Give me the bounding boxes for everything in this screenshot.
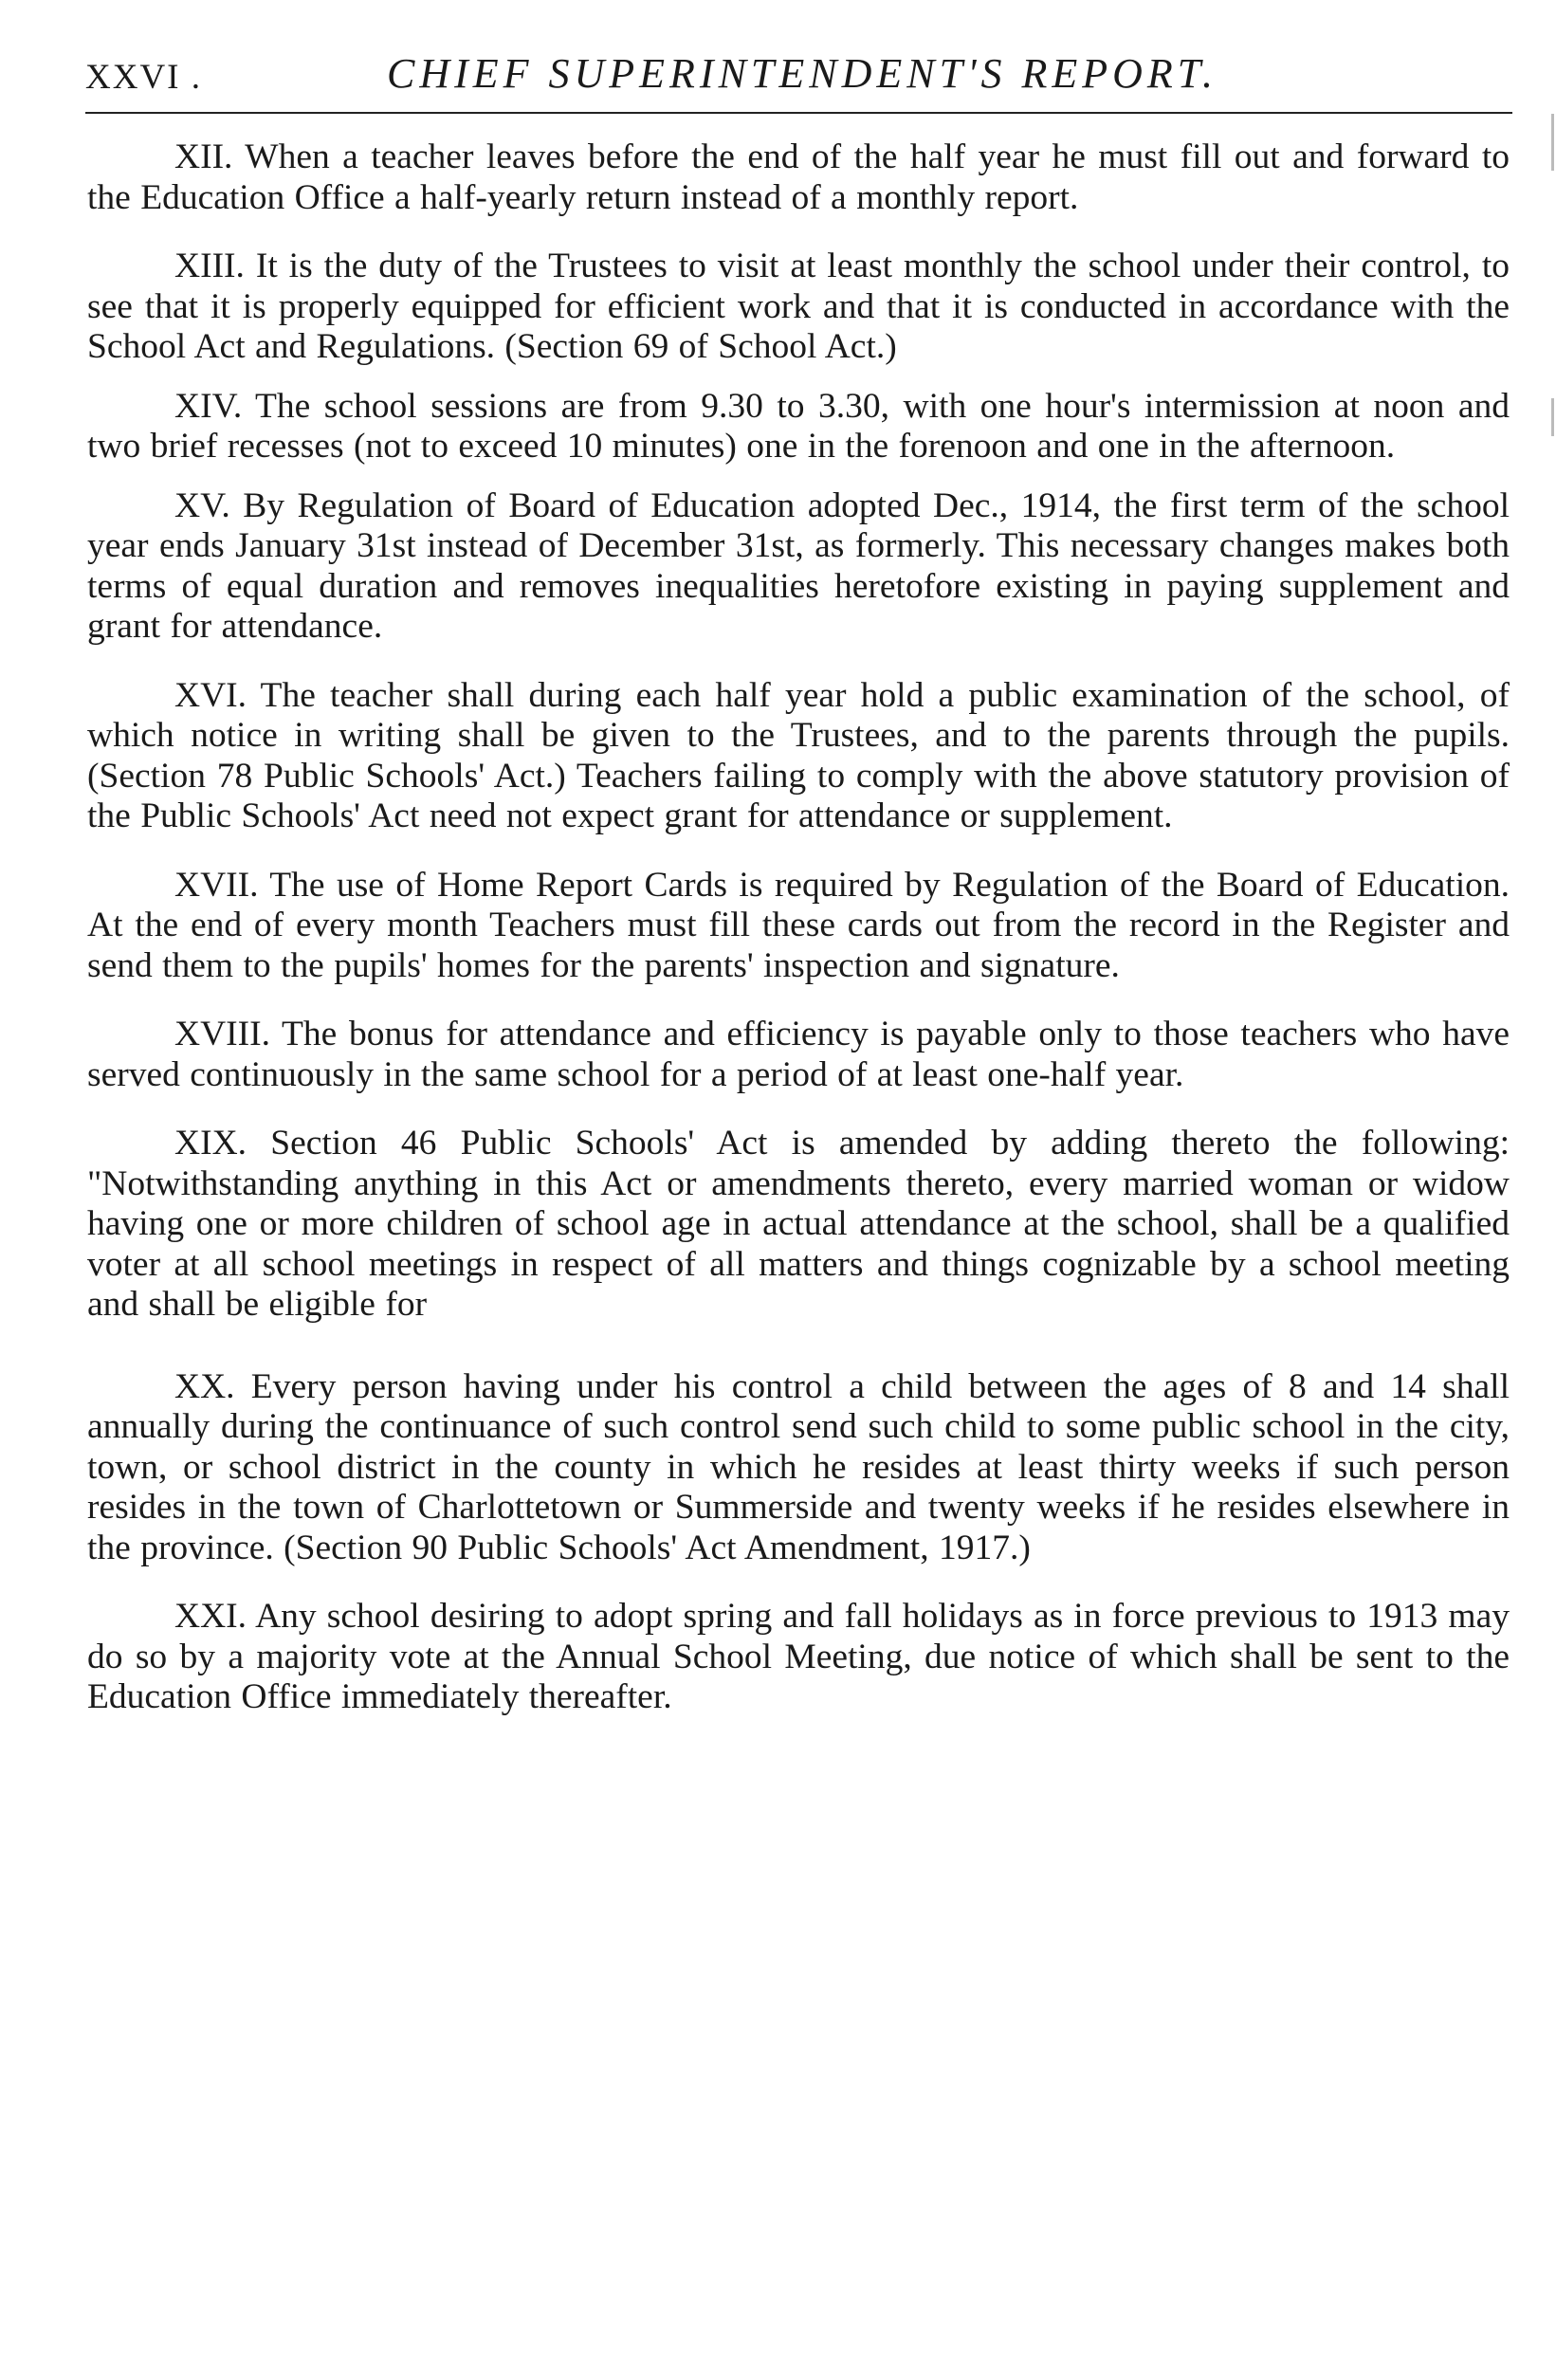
running-title: CHIEF SUPERINTENDENT'S REPORT. (387, 50, 1217, 97)
header-rule (85, 112, 1512, 114)
document-body (87, 137, 1510, 1718)
paragraph-xv: XV. By Regulation of Board of Education adopted Dec., 1914, the first term of the school year ends January 31st instead of December 31st, as formerly. This necessary changes makes both terms of equal duration and removes inequalities heretofore existing in paying supplement and grant for attendance. (87, 485, 1510, 646)
scan-edge-mark (1551, 114, 1554, 171)
paragraph-xiii: XIII. It is the duty of the Trustees to visit at least monthly the school under their control, to see that it is properly equipped for efficient work and that it is conducted in accordance with the School Act and Regulations. (Section 69 of School Act.) (87, 247, 1510, 366)
paragraph-xviii: XVIII. The bonus for attendance and efficiency is payable only to those teachers who have served continuously in the same school for a period of at least one-half year. (87, 1015, 1510, 1094)
paragraph-xix: XIX. Section 46 Public Schools' Act is amended by adding thereto the following: "Notwithstanding anything in this Act or amendments thereto, every married woman or widow having one or more children of school age in actual attendance at the school, shall be a qualified voter at all school meetings in respect of all matters and things cognizable by a school meeting and shall be eligible for (87, 1124, 1510, 1324)
page-header (85, 49, 1512, 106)
paragraph-xvii: XVII. The use of Home Report Cards is required by Regulation of the Board of Education. At the end of every month Teachers must fill these cards out from the record in the Register and send them to the pupils' homes for the parents' inspection and signature. (87, 865, 1510, 985)
paragraph-xii: XII. When a teacher leaves before the end of the half year he must fill out and forward to the Education Office a half-yearly return instead of a monthly report. (87, 137, 1510, 217)
paragraph-xvi: XVI. The teacher shall during each half year hold a public examination of the school, of which notice in writing shall be given to the Trustees, and to the parents through the pupils. (Section 78 Public Schools' Act.) Teachers failing to comply with the above statutory provision of the Public Schools' Act need not expect grant for attendance or supplement. (87, 675, 1510, 835)
paragraph-xx: XX. Every person having under his control a child between the ages of 8 and 14 shall annually during the continuance of such control send such child to some public school in the city, town, or school district in the county in which he resides at least thirty weeks if such person resides in the town of Charlottetown or Summerside and twenty weeks if he resides elsewhere in the province. (Section 90 Public Schools' Act Amendment, 1917.) (87, 1366, 1510, 1567)
page-number: XXVI . (85, 58, 202, 97)
paragraph-xxi: XXI. Any school desiring to adopt spring and fall holidays as in force previous to 1913 may do so by a majority vote at the Annual School Meeting, due notice of which shall be sent to the Education Office immediately thereafter. (87, 1597, 1510, 1716)
scan-edge-mark (1551, 398, 1554, 436)
paragraph-xiv: XIV. The school sessions are from 9.30 to 3.30, with one hour's intermission at noon and two brief recesses (not to exceed 10 minutes) one in the forenoon and one in the afternoon. (87, 386, 1510, 466)
